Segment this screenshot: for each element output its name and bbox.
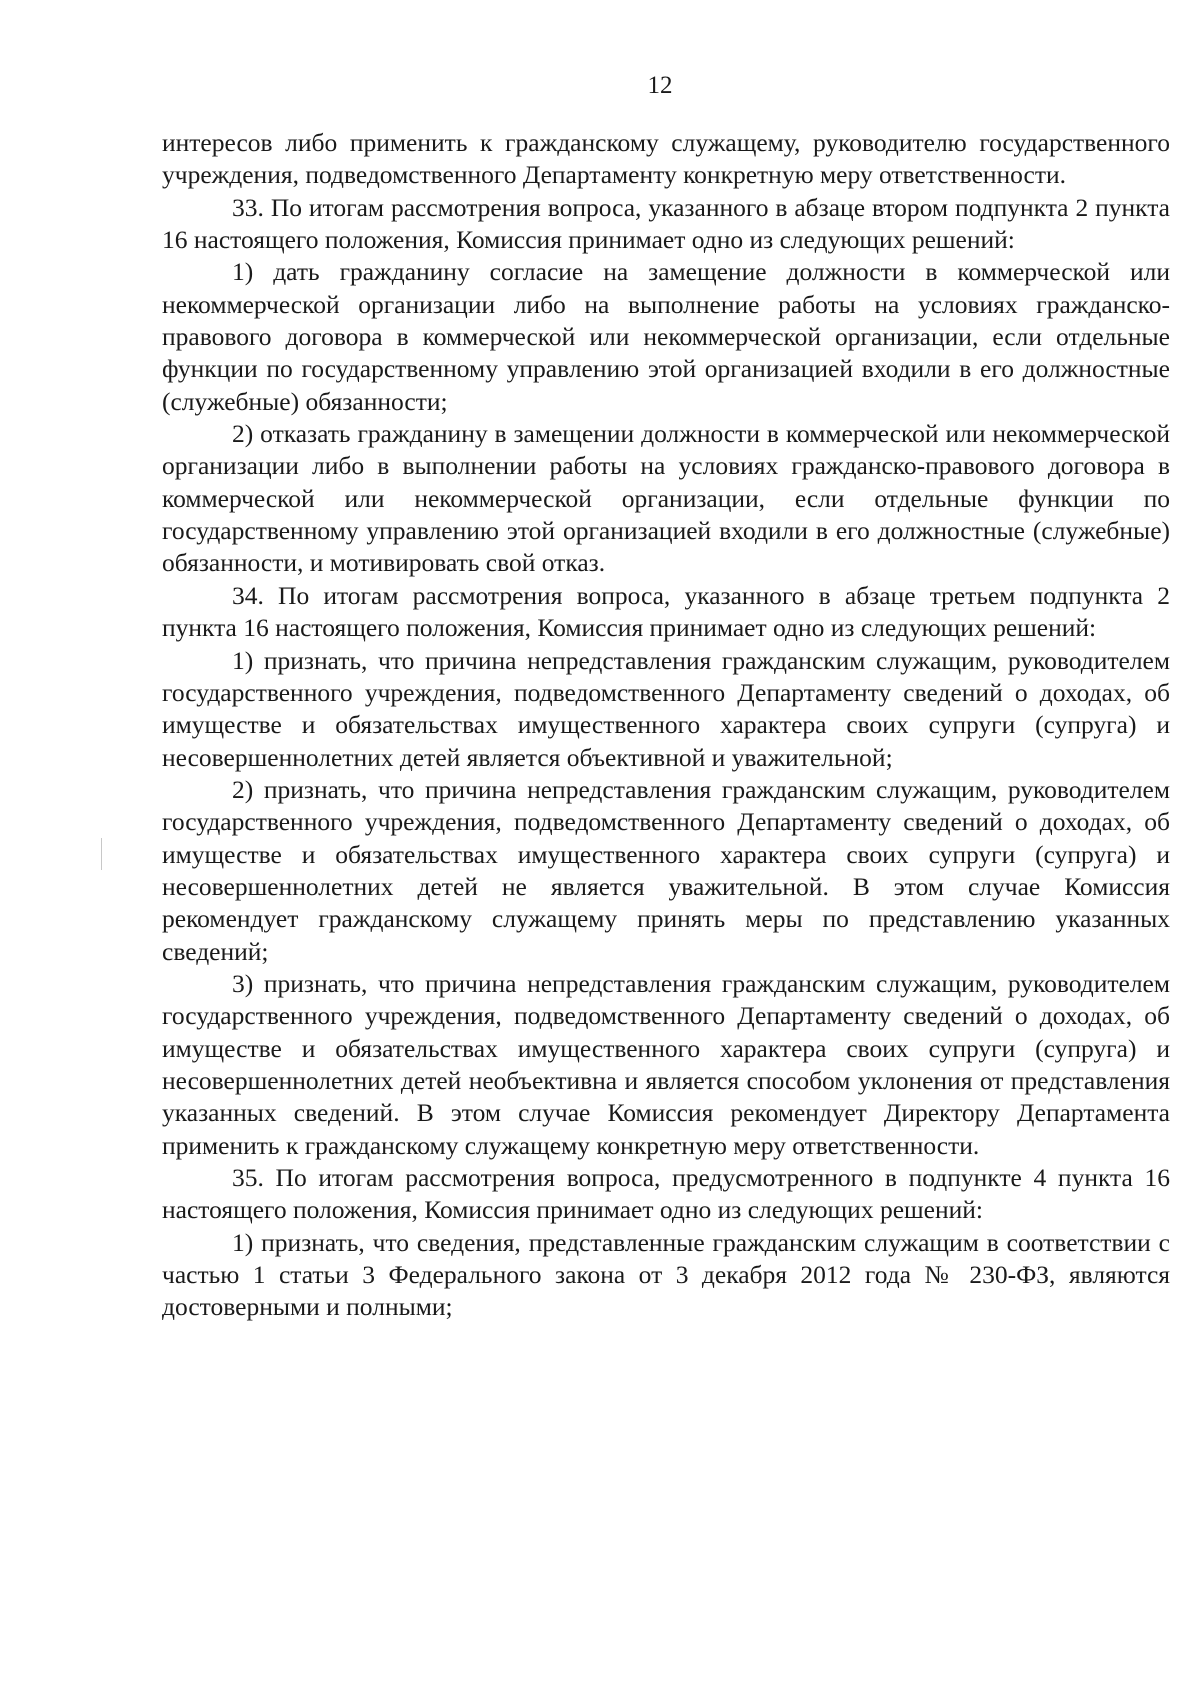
paragraph-item-34-1: 1) признать, что причина непредставления гражданским служащим, руководителем государственного учреждения, подведомственного Департаменту сведений о доходах, об имуществе и обязательствах имущественного характера своих супруги (супруга) и несовершеннолетних детей является объективной и уважительной; <box>162 645 1170 772</box>
paragraph-item-35: 35. По итогам рассмотрения вопроса, предусмотренного в подпункте 4 пункта 16 настоящего положения, Комиссия принимает одно из следующих решений: <box>162 1163 1170 1225</box>
paragraph-item-34: 34. По итогам рассмотрения вопроса, указанного в абзаце третьем подпункта 2 пункта 16 настоящего положения, Комиссия принимает одно из следующих решений: <box>162 580 1170 643</box>
scan-artifact-line <box>101 838 102 870</box>
document-body <box>162 127 1170 1324</box>
paragraph-item-34-2: 2) признать, что причина непредставления гражданским служащим, руководителем государственного учреждения, подведомственного Департаменту сведений о доходах, об имуществе и обязательствах имущественного характера своих супруги (супруга) и несовершеннолетних детей не является уважительной. В этом случае Комиссия рекомендует гражданскому служащему принять меры по представлению указанных сведений; <box>162 774 1170 966</box>
page-number: 12 <box>647 72 673 99</box>
paragraph-item-34-3: 3) признать, что причина непредставления гражданским служащим, руководителем государственного учреждения, подведомственного Департаменту сведений о доходах, об имуществе и обязательствах имущественного характера своих супруги (супруга) и несовершеннолетних детей необъективна и является способом уклонения от представления указанных сведений. В этом случае Комиссия рекомендует Директору Департамента применить к гражданскому служащему конкретную меру ответственности. <box>162 968 1170 1160</box>
paragraph-continuation: интересов либо применить к гражданскому служащему, руководителю государственного учреждения, подведомственного Департаменту конкретную меру ответственности. <box>162 128 1170 190</box>
paragraph-item-33-1: 1) дать гражданину согласие на замещение должности в коммерческой или некоммерческой организации либо на выполнение работы на условиях гражданско-правового договора в коммерческой или некоммерческой организации, если отдельные функции по государственному управлению этой организацией входили в его должностные (служебные) обязанности; <box>162 257 1170 416</box>
paragraph-item-35-1: 1) признать, что сведения, представленные гражданским служащим в соответствии с частью 1 статьи 3 Федерального закона от 3 декабря 2012 года № 230-ФЗ, являются достоверными и полными; <box>162 1227 1170 1322</box>
paragraph-item-33-2: 2) отказать гражданину в замещении должности в коммерческой или некоммерческой организации либо в выполнении работы на условиях гражданско-правового договора в коммерческой или некоммерческой организации, если отдельные функции по государственному управлению этой организацией входили в его должностные (служебные) обязанности, и мотивировать свой отказ. <box>162 419 1170 578</box>
paragraph-item-33: 33. По итогам рассмотрения вопроса, указанного в абзаце втором подпункта 2 пункта 16 настоящего положения, Комиссия принимает одно из следующих решений: <box>162 192 1170 255</box>
